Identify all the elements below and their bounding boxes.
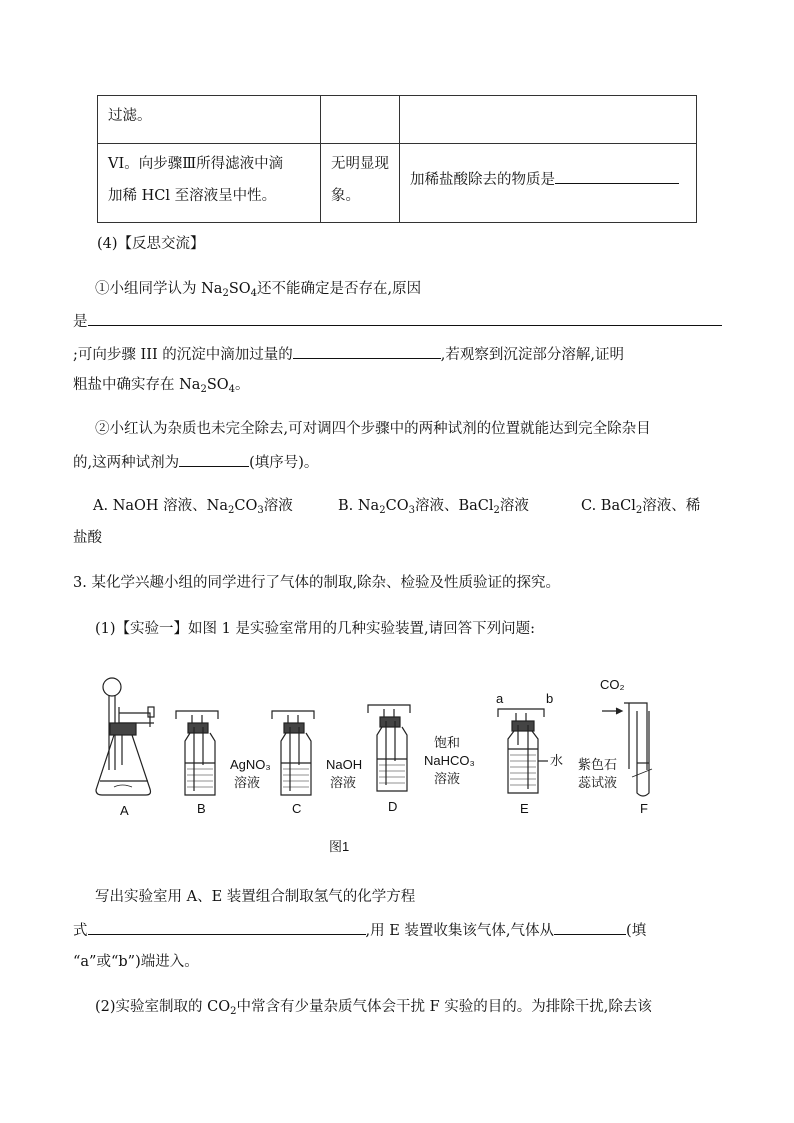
- label-agno3: AgNO₃: [230, 757, 271, 772]
- table-cell-conclusion: [400, 96, 697, 144]
- label-co2: CO₂: [600, 677, 625, 692]
- label-port-b: b: [546, 691, 554, 706]
- answer-blank[interactable]: [88, 309, 722, 326]
- question-3-title: 3. 某化学兴趣小组的同学进行了气体的制取,除杂、检验及性质验证的探究。: [73, 575, 561, 591]
- step-text-line: VⅠ。向步骤Ⅲ所得滤液中滴: [108, 156, 284, 172]
- phenomenon-text-line: 无明显现: [331, 156, 389, 172]
- option-a[interactable]: A. NaOH 溶液、$Na_2CO_3$溶液: [93, 498, 293, 516]
- label-saturated: 饱和: [434, 735, 461, 750]
- table-cell-phenomenon: [321, 144, 400, 223]
- table-cell-conclusion: [400, 144, 697, 223]
- table-cell-step: [98, 96, 321, 144]
- answer-blank[interactable]: [88, 918, 366, 935]
- label-naoh-sol: 溶液: [330, 775, 357, 790]
- option-c[interactable]: C. BaCl$_2$溶液、稀: [581, 498, 701, 516]
- question-3-sub1: (1)【实验一】如图 1 是实验室常用的几种实验装置,请回答下列问题:: [95, 621, 535, 637]
- label-litmus-2: 蕊试液: [578, 775, 618, 790]
- label-litmus-1: 紫色石: [578, 757, 618, 772]
- bottle-e: [498, 709, 548, 793]
- label-d: D: [388, 799, 398, 814]
- step-text: 过滤。: [108, 108, 152, 124]
- experiment-steps-table: [97, 95, 697, 223]
- label-port-a: a: [496, 691, 504, 706]
- bottle-b: [176, 711, 218, 795]
- label-e: E: [520, 801, 529, 816]
- step-text-line: 加稀 HCl 至溶液呈中性。: [108, 188, 277, 204]
- table-row: [98, 96, 697, 144]
- paragraph-line: (2)实验室制取的 $CO_2$中常含有少量杂质气体会干扰 F 实验的目的。为排除干扰,除去该: [95, 999, 652, 1017]
- figure-caption: 图1: [329, 839, 350, 854]
- flask-a: [96, 678, 154, 795]
- bottle-c: [272, 711, 314, 795]
- table-row: [98, 144, 697, 223]
- paragraph-line: 的,这两种试剂为 (填序号)。: [73, 450, 318, 472]
- paragraph-line: ②小红认为杂质也未完全除去,可对调四个步骤中的两种试剂的位置就能达到完全除杂目: [95, 421, 651, 437]
- table-cell-phenomenon: [321, 96, 400, 144]
- answer-blank[interactable]: [554, 918, 626, 935]
- option-b[interactable]: B. $Na_2CO_3$溶液、BaCl$_2$溶液: [338, 498, 529, 516]
- label-naoh: NaOH: [326, 757, 363, 772]
- label-a: A: [120, 803, 129, 818]
- paragraph-line: “a”或“b”)端进入。: [73, 954, 199, 970]
- answer-blank[interactable]: [179, 450, 249, 467]
- label-f: F: [640, 801, 648, 816]
- label-water: 水: [550, 753, 564, 768]
- option-c-continued: 盐酸: [73, 530, 102, 546]
- paragraph-line: 写出实验室用 A、E 装置组合制取氢气的化学方程: [95, 889, 416, 905]
- conclusion-text: 加稀盐酸除去的物质是: [410, 172, 555, 188]
- paragraph-line: 是: [73, 309, 722, 331]
- answer-blank[interactable]: [555, 167, 679, 184]
- table-cell-step: [98, 144, 321, 223]
- label-nahco3: NaHCO₃: [424, 753, 475, 768]
- label-agno3-sol: 溶液: [234, 775, 261, 790]
- apparatus-figure: [92, 665, 682, 825]
- section-header: (4)【反思交流】: [97, 236, 205, 252]
- label-c: C: [292, 801, 302, 816]
- paragraph-line: ;可向步骤 III 的沉淀中滴加过量的 ,若观察到沉淀部分溶解,证明: [73, 342, 624, 364]
- answer-blank[interactable]: [293, 342, 441, 359]
- bottle-d: [368, 705, 410, 791]
- label-b: B: [197, 801, 206, 816]
- paragraph-line: ①小组同学认为 $Na_2SO_4$还不能确定是否存在,原因: [95, 281, 422, 299]
- paragraph-line: 式 ,用 E 装置收集该气体,气体从 (填: [73, 918, 646, 940]
- phenomenon-text-line: 象。: [331, 188, 360, 204]
- paragraph-line: 粗盐中确实存在 $Na_2SO_4$。: [73, 377, 250, 395]
- label-nahco3-sol: 溶液: [434, 771, 461, 786]
